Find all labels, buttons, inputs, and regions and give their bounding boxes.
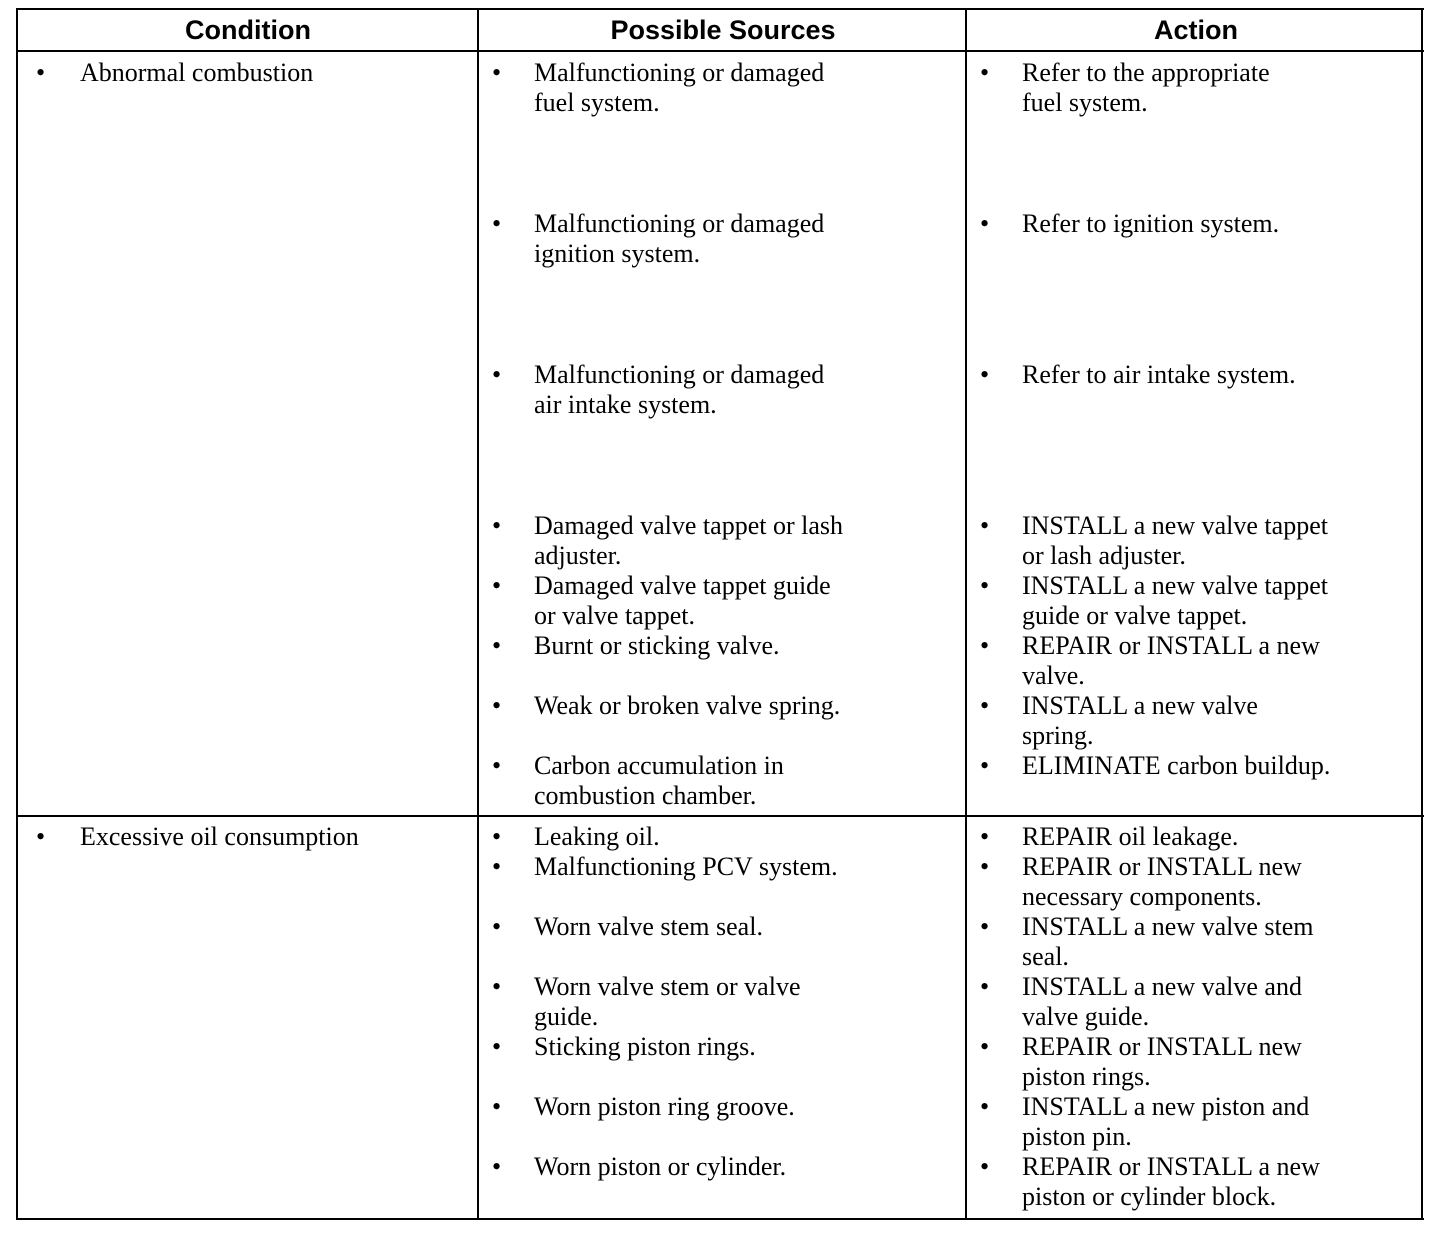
action-text: REPAIR or INSTALL new [1022, 1032, 1302, 1061]
action-text: INSTALL a new valve and [1022, 972, 1302, 1001]
source-text: Malfunctioning or damaged [534, 360, 825, 389]
action-bullet: • [980, 511, 990, 540]
source-text: Malfunctioning or damaged [534, 58, 825, 87]
source-text: Malfunctioning or damaged [534, 209, 825, 238]
action-text: REPAIR or INSTALL a new [1022, 631, 1320, 660]
source-bullet: • [492, 691, 502, 720]
source-text: air intake system. [534, 390, 717, 419]
action-text: INSTALL a new valve stem [1022, 912, 1314, 941]
action-bullet: • [980, 1092, 990, 1121]
source-text: Worn piston ring groove. [534, 1092, 795, 1121]
source-bullet: • [492, 822, 502, 851]
source-text: Weak or broken valve spring. [534, 691, 841, 720]
condition-text: Excessive oil consumption [80, 822, 359, 851]
action-text: or lash adjuster. [1022, 541, 1186, 570]
source-bullet: • [492, 912, 502, 941]
source-text: or valve tappet. [534, 601, 695, 630]
action-text: necessary components. [1022, 882, 1262, 911]
source-bullet: • [492, 511, 502, 540]
action-text: REPAIR or INSTALL a new [1022, 1152, 1320, 1181]
action-bullet: • [980, 1152, 990, 1181]
table-bottom-border [18, 1218, 1424, 1220]
action-bullet: • [980, 972, 990, 1001]
action-bullet: • [980, 691, 990, 720]
action-text: Refer to the appropriate [1022, 58, 1270, 87]
action-text: INSTALL a new valve tappet [1022, 571, 1328, 600]
source-text: combustion chamber. [534, 781, 757, 810]
action-bullet: • [980, 1032, 990, 1061]
source-bullet: • [492, 631, 502, 660]
source-bullet: • [492, 1152, 502, 1181]
source-text: fuel system. [534, 88, 660, 117]
source-text: Damaged valve tappet or lash [534, 511, 843, 540]
condition-text: Abnormal combustion [80, 58, 314, 87]
source-bullet: • [492, 360, 502, 389]
header-action: Action [1154, 15, 1238, 45]
table-right-border [1421, 10, 1423, 1220]
action-bullet: • [980, 631, 990, 660]
action-text: spring. [1022, 721, 1094, 750]
source-text: ignition system. [534, 239, 701, 268]
source-bullet: • [492, 1032, 502, 1061]
action-text: INSTALL a new valve tappet [1022, 511, 1328, 540]
action-bullet: • [980, 852, 990, 881]
source-bullet: • [492, 571, 502, 600]
action-text: fuel system. [1022, 88, 1148, 117]
source-bullet: • [492, 751, 502, 780]
action-text: piston pin. [1022, 1122, 1132, 1151]
source-text: guide. [534, 1002, 599, 1031]
action-text: ELIMINATE carbon buildup. [1022, 751, 1331, 780]
source-text: adjuster. [534, 541, 622, 570]
action-bullet: • [980, 822, 990, 851]
header-possible-sources: Possible Sources [610, 15, 836, 45]
source-text: Worn piston or cylinder. [534, 1152, 787, 1181]
action-bullet: • [980, 360, 990, 389]
header-condition: Condition [185, 15, 311, 45]
condition-bullet: • [36, 58, 46, 87]
troubleshooting-table [16, 8, 1424, 1220]
row-divider [18, 815, 1424, 817]
source-text: Worn valve stem or valve [534, 972, 801, 1001]
source-bullet: • [492, 1092, 502, 1121]
source-text: Leaking oil. [534, 822, 660, 851]
action-text: Refer to ignition system. [1022, 209, 1280, 238]
action-text: Refer to air intake system. [1022, 360, 1296, 389]
action-bullet: • [980, 209, 990, 238]
source-bullet: • [492, 209, 502, 238]
action-text: valve guide. [1022, 1002, 1150, 1031]
action-bullet: • [980, 912, 990, 941]
action-text: valve. [1022, 661, 1085, 690]
action-bullet: • [980, 571, 990, 600]
source-text: Malfunctioning PCV system. [534, 852, 838, 881]
action-text: guide or valve tappet. [1022, 601, 1248, 630]
condition-bullet: • [36, 822, 46, 851]
source-bullet: • [492, 58, 502, 87]
action-text: REPAIR or INSTALL new [1022, 852, 1302, 881]
source-text: Burnt or sticking valve. [534, 631, 780, 660]
action-text: piston or cylinder block. [1022, 1182, 1277, 1211]
action-bullet: • [980, 751, 990, 780]
action-bullet: • [980, 58, 990, 87]
source-text: Damaged valve tappet guide [534, 571, 831, 600]
action-text: INSTALL a new valve [1022, 691, 1258, 720]
action-text: seal. [1022, 942, 1069, 971]
action-text: piston rings. [1022, 1062, 1151, 1091]
source-text: Carbon accumulation in [534, 751, 784, 780]
header-divider [18, 50, 1424, 52]
source-bullet: • [492, 852, 502, 881]
column-divider-1 [477, 10, 479, 1220]
source-text: Worn valve stem seal. [534, 912, 763, 941]
source-text: Sticking piston rings. [534, 1032, 756, 1061]
action-text: INSTALL a new piston and [1022, 1092, 1310, 1121]
action-text: REPAIR oil leakage. [1022, 822, 1239, 851]
column-divider-2 [965, 10, 967, 1220]
source-bullet: • [492, 972, 502, 1001]
